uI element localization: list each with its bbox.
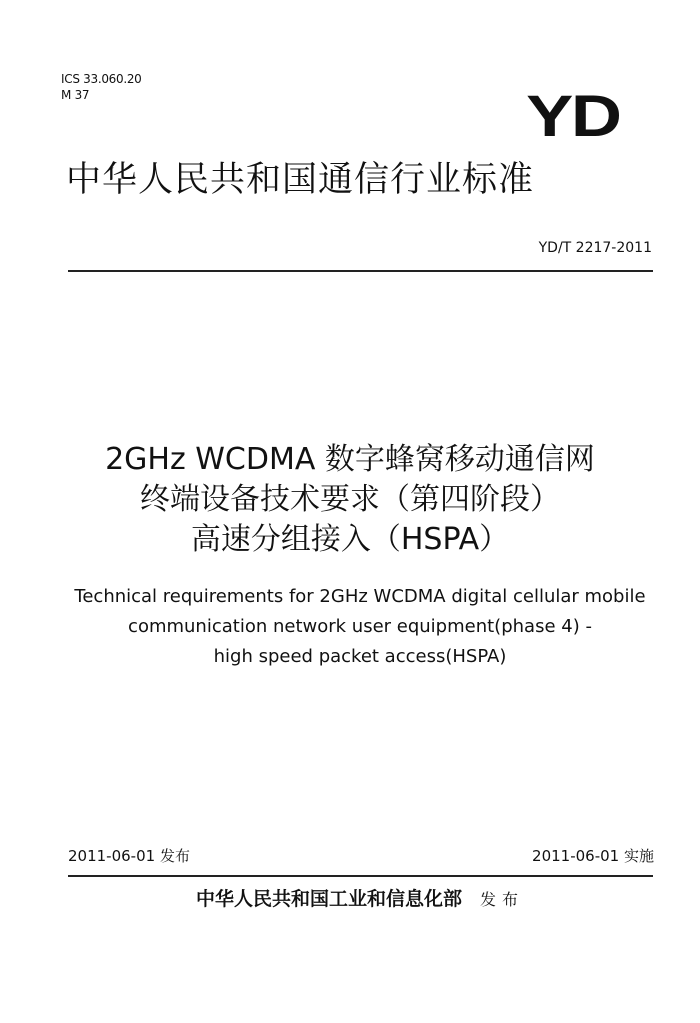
classification-codes: [61, 71, 142, 103]
yd-logo: YD: [526, 84, 620, 149]
chinese-title-line: 终端设备技术要求（第四阶段）: [140, 482, 560, 517]
chinese-title-line: 高速分组接入（HSPA）: [190, 522, 510, 557]
standard-code: YD/T 2217-2011: [538, 240, 652, 256]
english-title-line: communication network user equipment(phase 4) -: [128, 616, 592, 637]
issue-date: 2011-06-01 发布: [68, 847, 190, 865]
implement-date: 2011-06-01 实施: [532, 847, 654, 865]
english-title: [0, 582, 700, 672]
standard-category-title: 中华人民共和国通信行业标准: [66, 160, 535, 200]
issue-label: 发布: [480, 890, 525, 909]
chinese-title-line: 2GHz WCDMA 数字蜂窝移动通信网: [105, 442, 595, 477]
ics-code: ICS 33.060.20: [61, 72, 142, 86]
ministry-name: 中华人民共和国工业和信息化部: [195, 888, 462, 910]
english-title-line: Technical requirements for 2GHz WCDMA digital cellular mobile: [74, 586, 646, 607]
top-divider: [68, 270, 653, 272]
issuing-authority: [0, 886, 700, 913]
bottom-divider: [68, 875, 653, 877]
ccs-code: M 37: [61, 88, 90, 102]
chinese-title: [0, 440, 700, 560]
english-title-line: high speed packet access(HSPA): [213, 646, 507, 667]
